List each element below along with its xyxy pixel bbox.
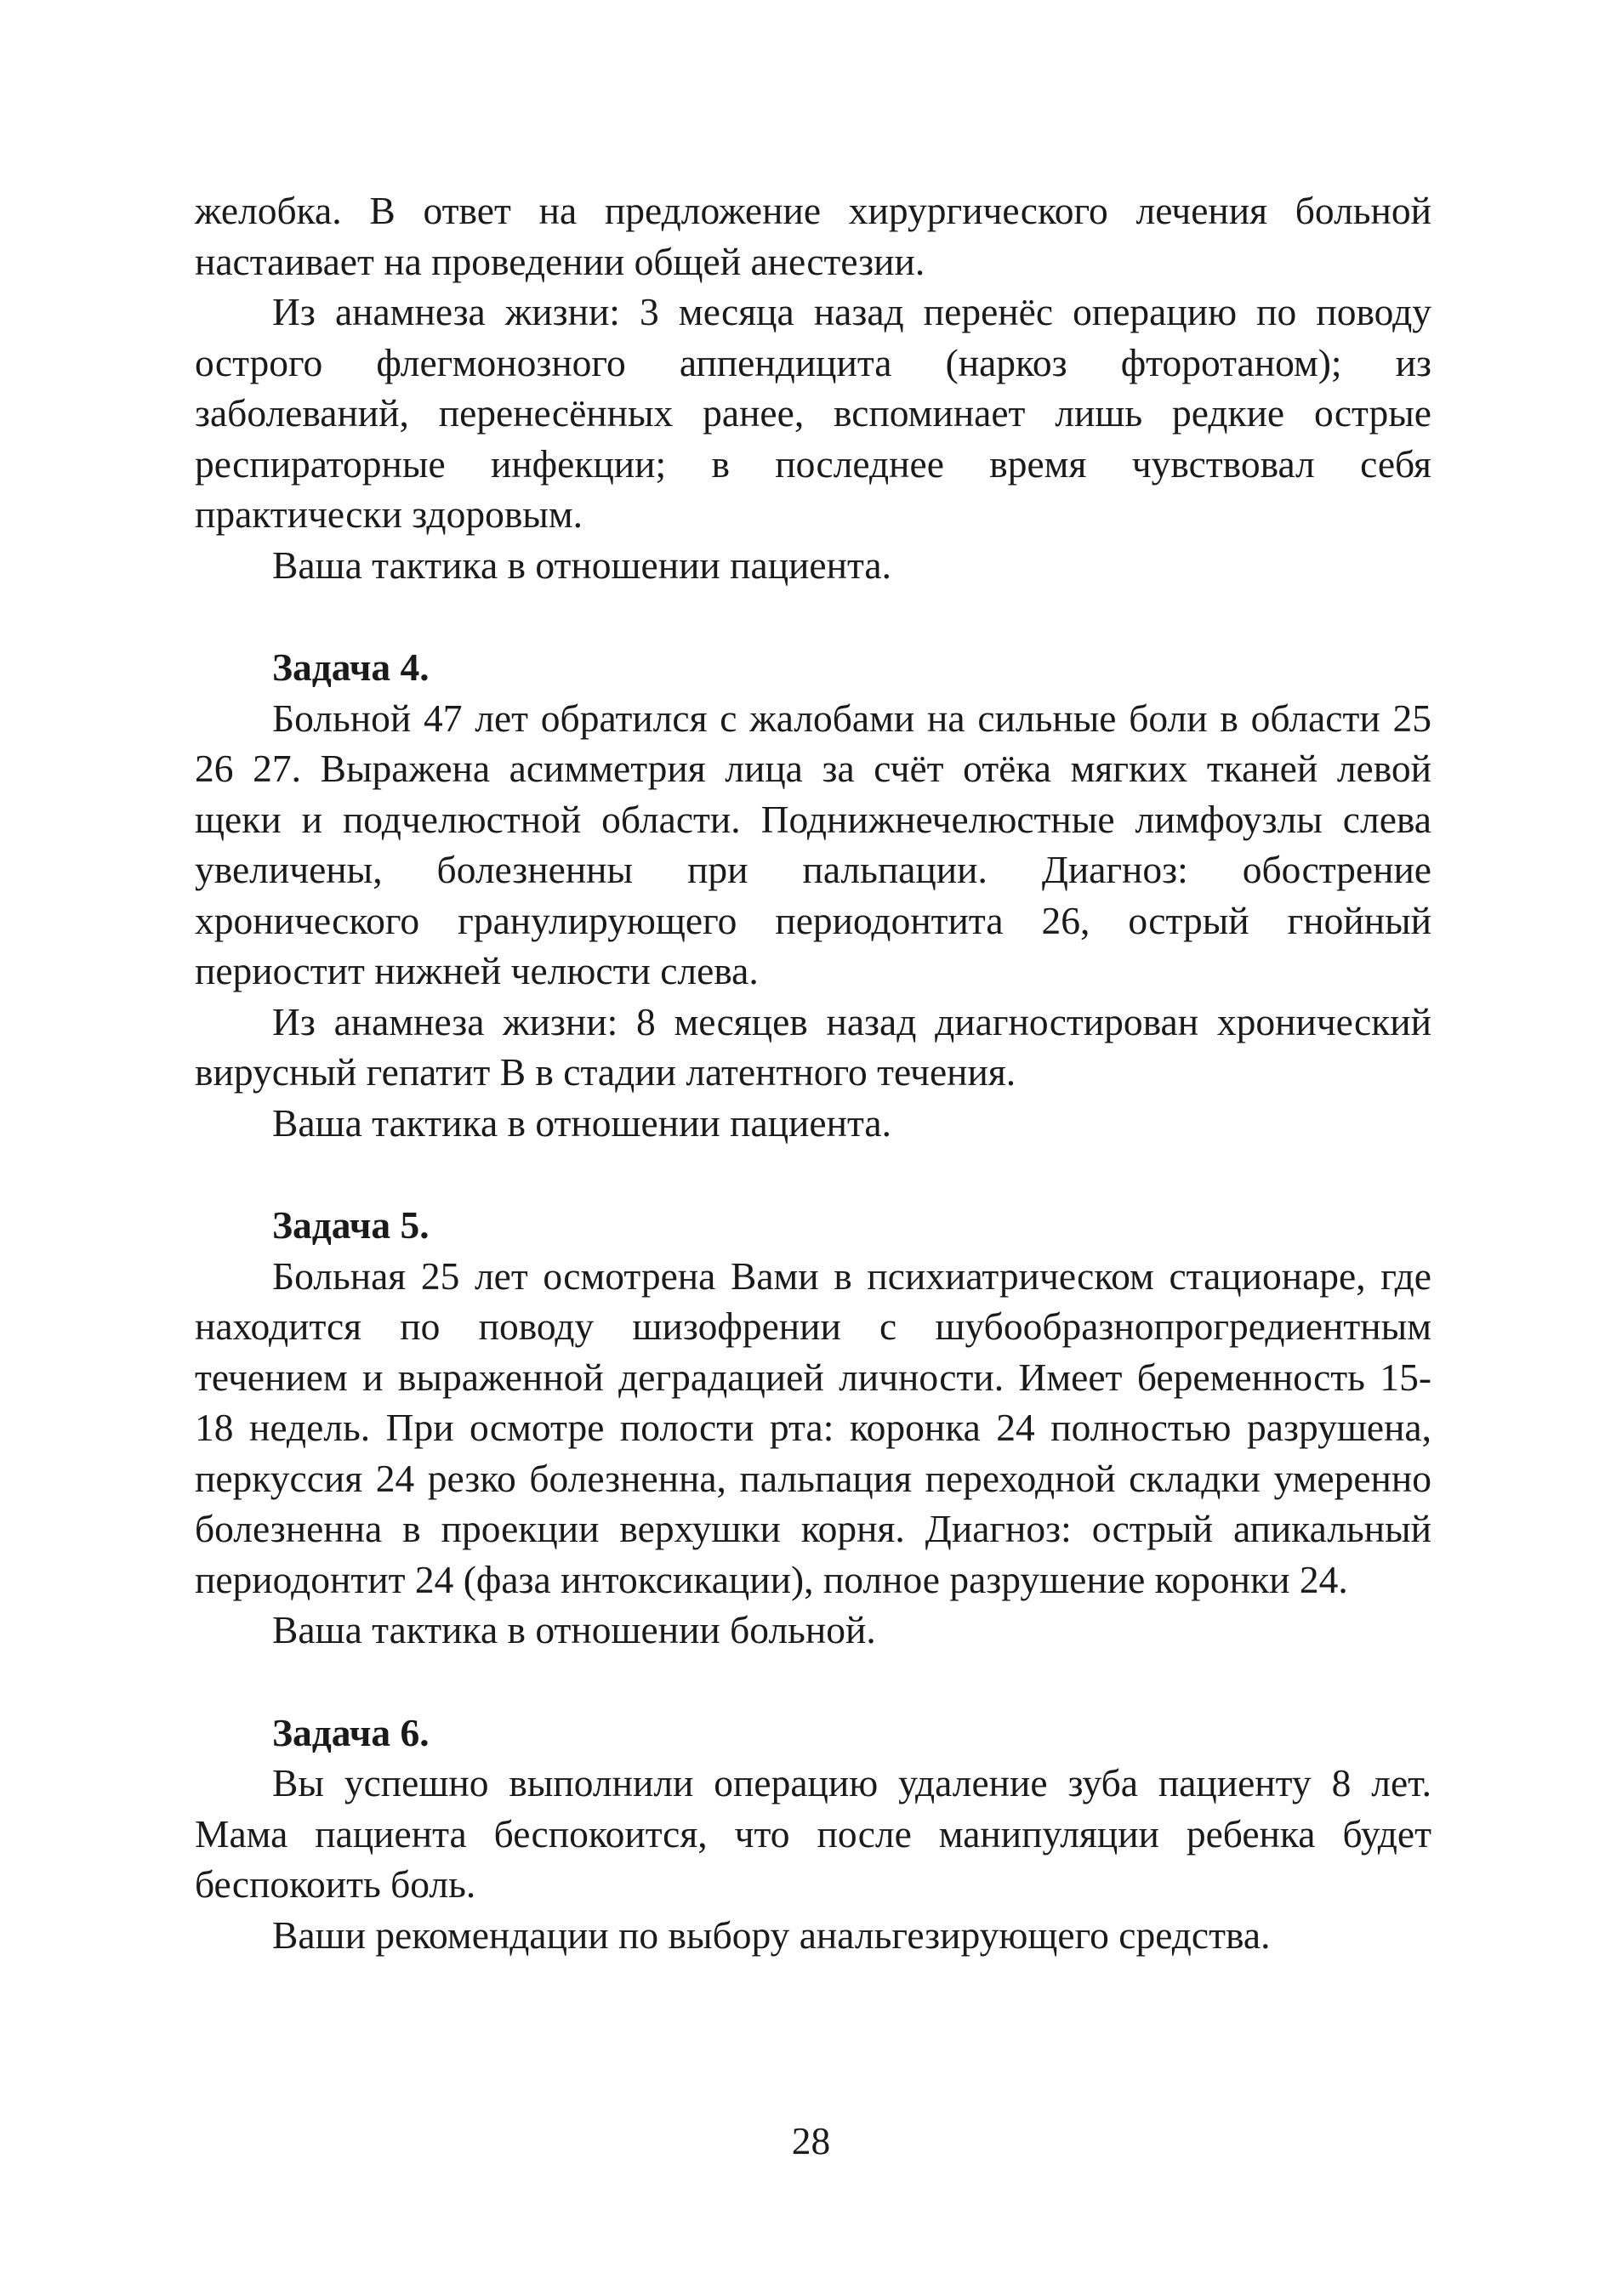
paragraph-continuation: желобка. В ответ на предложение хирургического лечения больной настаивает на проведении общей анестезии.	[195, 189, 1431, 283]
paragraph-question-task5: Ваша тактика в отношении больной.	[272, 1608, 876, 1651]
page-content	[195, 185, 1431, 1960]
heading-task4: Задача 4.	[272, 645, 430, 689]
heading-task5: Задача 5.	[272, 1203, 430, 1247]
paragraph-anamnesis-task4: Из анамнеза жизни: 8 месяцев назад диагностирован хронический вирусный гепатит В в стадии латентного течения.	[195, 999, 1431, 1094]
paragraph-case-task5: Больная 25 лет осмотрена Вами в психиатрическом стационаре, где находится по поводу шизофрении с шубообразнопрогредиентным течением и выраженной деградацией личности. Имеет беременность 15-18 недель. При осмотре полости рта: коронка 24 полностью разрушена, перкуссия 24 резко болезненна, пальпация переходной складки умеренно болезненна в проекции верхушки корня. Диагноз: острый апикальный периодонтит 24 (фаза интоксикации), полное разрушение коронки 24.	[195, 1253, 1431, 1601]
paragraph-anamnesis-task3: Из анамнеза жизни: 3 месяца назад перенёс операцию по поводу острого флегмонозного аппендицита (наркоз фторотаном); из заболеваний, перенесённых ранее, вспоминает лишь редкие острые респираторные инфекции; в последнее время чувствовал себя практически здоровым.	[195, 290, 1431, 536]
paragraph-case-task4: Больной 47 лет обратился с жалобами на сильные боли в области 25 26 27. Выражена асимметрия лица за счёт отёка мягких тканей левой щеки и подчелюстной области. Поднижнечелюстные лимфоузлы слева увеличены, болезненны при пальпации. Диагноз: обострение хронического гранулирующего периодонтита 26, острый гнойный периостит нижней челюсти слева.	[195, 696, 1431, 992]
page-number: 28	[791, 2119, 831, 2162]
paragraph-question-task4: Ваша тактика в отношении пациента.	[272, 1100, 891, 1145]
paragraph-question-task6: Ваши рекомендации по выбору анальгезирующего средства.	[272, 1912, 1271, 1957]
heading-task6: Задача 6.	[272, 1710, 430, 1754]
paragraph-question-task3: Ваша тактика в отношении пациента.	[272, 543, 891, 587]
paragraph-case-task6: Вы успешно выполнили операцию удаление зуба пациенту 8 лет. Мама пациента беспокоится, что после манипуляции ребенка будет беспокоить боль.	[195, 1761, 1431, 1906]
